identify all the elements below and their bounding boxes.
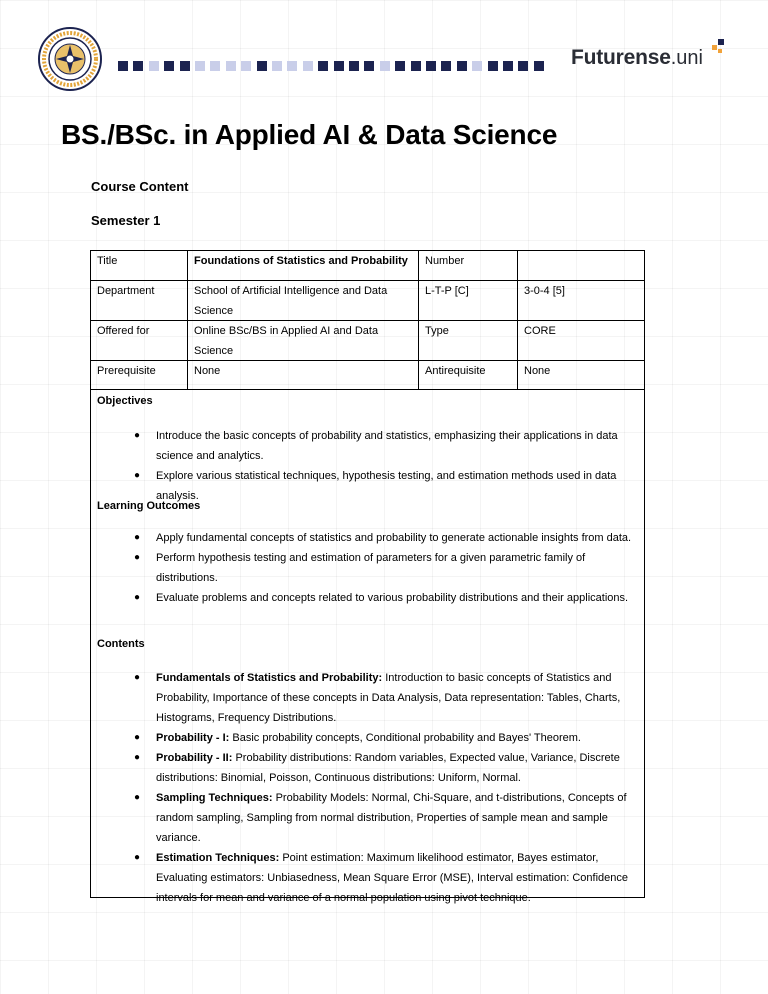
offered-value: Online BSc/BS in Applied AI and Data Science [194,325,379,357]
list-item: ● Fundamentals of Statistics and Probability: Introduction to basic concepts of Statistics and Probability, Importance of these concepts in Data Analysis, Data representation: Tables, Charts, Histograms, Frequency Distributions. [91,668,644,728]
title-label: Title [97,255,118,267]
decorative-square [257,61,267,71]
decorative-square [364,61,374,71]
page-title: BS./BSc. in Applied AI & Data Science [61,119,558,150]
decorative-square [226,61,236,71]
semester-heading: Semester 1 [91,213,161,228]
number-label: Number [425,255,465,267]
outcomes-list [91,528,644,608]
table-row-prerequisite [91,361,644,389]
list-item: ● Perform hypothesis testing and estimation of parameters for a given parametric family of distributions. [91,548,644,588]
list-item: ● Sampling Techniques: Probability Models: Normal, Chi-Square, and t-distributions, Concepts of random sampling, Sampling from normal distribution, Properties of sample mean and sample variance. [91,788,644,848]
decorative-square [164,61,174,71]
list-item: ● Apply fundamental concepts of statistics and probability to generate actionable insights from data. [91,528,644,548]
antirequisite-label: Antirequisite [425,365,486,377]
decorative-square [395,61,405,71]
prerequisite-value: None [194,365,221,377]
objectives-heading: Objectives [97,395,153,407]
futurense-brand-logo [571,46,703,76]
ltp-value: 3-0-4 [5] [524,285,565,297]
decorative-square [318,61,328,71]
learning-outcomes-heading: Learning Outcomes [97,500,201,512]
type-value: CORE [524,325,556,337]
decorative-square [133,61,143,71]
decorative-square [503,61,513,71]
list-item: ● Probability - I: Basic probability concepts, Conditional probability and Bayes' Theorem. [91,728,644,748]
table-row-title [91,251,644,280]
contents-list [91,668,644,908]
department-value: School of Artificial Intelligence and Data Science [194,285,388,317]
decorative-square [118,61,128,71]
decorative-square [441,61,451,71]
bullet-icon: ● [134,792,141,803]
type-label: Type [425,325,449,337]
table-row-offered-for [91,321,644,360]
decorative-square [457,61,467,71]
course-content-heading: Course Content [91,179,189,194]
decorative-square [272,61,282,71]
bullet-icon: ● [134,430,141,441]
decorative-square [426,61,436,71]
decorative-square [488,61,498,71]
list-item: ● Evaluate problems and concepts related to various probability distributions and their applications. [91,588,644,608]
decorative-square [534,61,544,71]
decorative-square [180,61,190,71]
brand-name: Futurense [571,46,671,69]
decorative-square [334,61,344,71]
ltp-label: L-T-P [C] [425,285,469,297]
brand-suffix: .uni [670,47,703,69]
title-value: Foundations of Statistics and Probability [194,255,408,267]
bullet-icon: ● [134,470,141,481]
list-item: ● Probability - II: Probability distributions: Random variables, Expected value, Variance, Discrete distributions: Binomial, Poisson, Continuous distributions: Uniform, Normal. [91,748,644,788]
decorative-square [210,61,220,71]
decorative-square [380,61,390,71]
department-label: Department [97,285,155,297]
offered-label: Offered for [97,325,150,337]
decorative-square [303,61,313,71]
decorative-square [287,61,297,71]
decorative-square [518,61,528,71]
decorative-square [411,61,421,71]
brand-mark-icon [705,39,725,59]
list-item: ● Explore various statistical techniques, hypothesis testing, and estimation methods used in data analysis. [91,466,644,506]
bullet-icon: ● [134,672,141,683]
bullet-icon: ● [134,592,141,603]
course-details-table [90,250,645,904]
list-item: ● Estimation Techniques: Point estimation: Maximum likelihood estimator, Bayes estimator, Evaluating estimators: Unbiasedness, Mean Square Error (MSE), Interval estimation: Confidence intervals for mean and variance of a normal population using pivot technique. [91,848,644,908]
bullet-icon: ● [134,732,141,743]
objectives-list [91,426,644,506]
prerequisite-label: Prerequisite [97,365,156,377]
table-row-department [91,281,644,320]
decorative-square [149,61,159,71]
list-item: ● Introduce the basic concepts of probability and statistics, emphasizing their applications in data science and analytics. [91,426,644,466]
contents-heading: Contents [97,638,145,650]
bullet-icon: ● [134,752,141,763]
decorative-square [241,61,251,71]
bullet-icon: ● [134,532,141,543]
decorative-square [472,61,482,71]
bullet-icon: ● [134,852,141,863]
decorative-square [349,61,359,71]
bullet-icon: ● [134,552,141,563]
institute-seal-logo [38,27,102,91]
antirequisite-value: None [524,365,551,377]
decorative-square [195,61,205,71]
